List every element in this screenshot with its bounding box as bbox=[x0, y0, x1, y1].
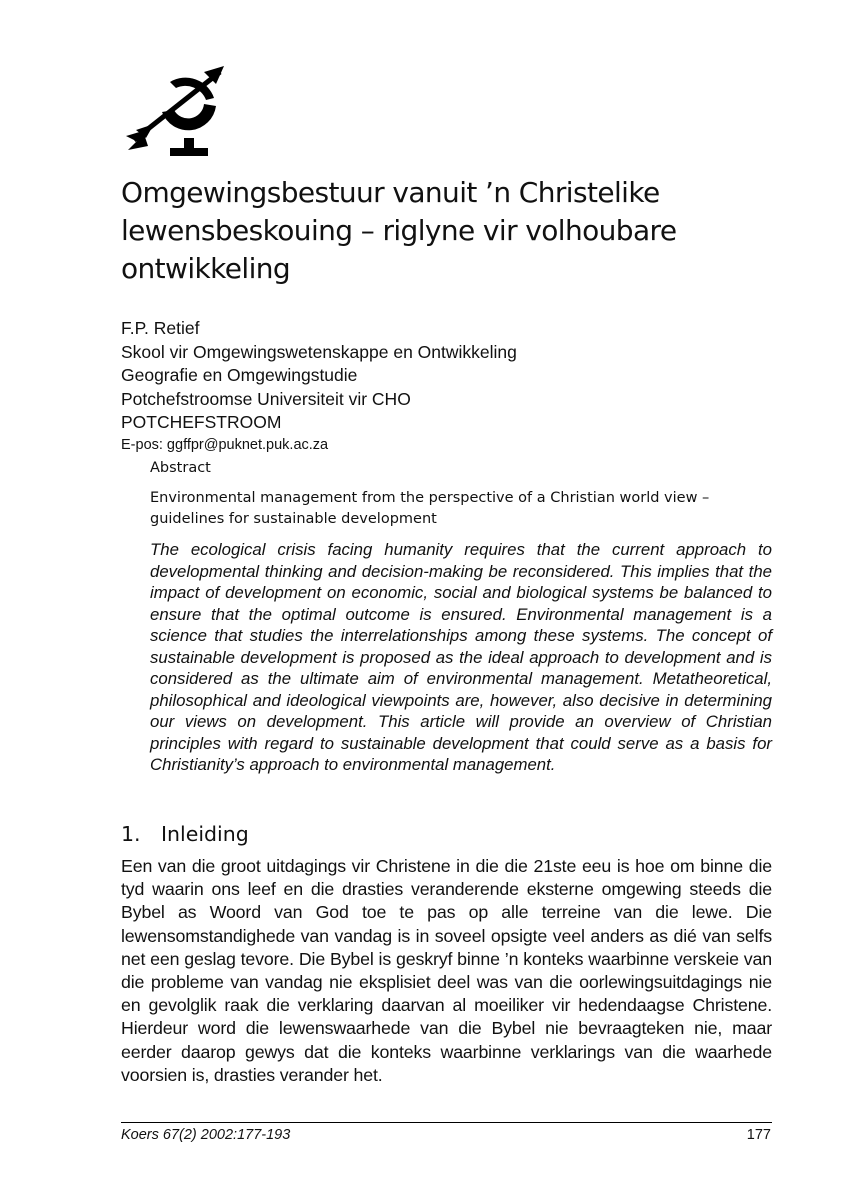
section-heading bbox=[121, 822, 249, 846]
page-number: 177 bbox=[746, 1127, 771, 1143]
footer-divider bbox=[121, 1122, 772, 1123]
section-body-text: Een van die groot uitdagings vir Christene in die die 21ste eeu is hoe om binne die tyd waarin ons leef en die drasties veranderende eksterne omgewing steeds die Bybel as Woord van God toe te pas op alle terreine van die lewe. Die lewensomstandighede van vandag is in soveel opsigte veel anders as dié van selfs net een geslag tevore. Die Bybel is geskryf binne ’n konteks waarbinne verskeie van die probleme van vandag nie eksplisiet deel was van die oorlewingsuitdagings nie en gevolglik raak die verklaring daarvan al moeiliker vir hedendaagse Christene. Hierdeur word die lewenswaarhede van die Bybel nie bevraagteken nie, maar eerder daarop gewys dat die konteks waarbinne verklarings van die waarhede voorsien is, drasties verander het. bbox=[121, 856, 772, 1085]
abstract-title: Environmental management from the perspective of a Christian world view – guidelines for sustainable development bbox=[150, 490, 710, 527]
author-university: Potchefstroomse Universiteit vir CHO bbox=[121, 388, 411, 409]
author-department: Geografie en Omgewingstudie bbox=[121, 365, 358, 385]
author-name: F.P. Retief bbox=[121, 318, 200, 338]
footer-citation: Koers 67(2) 2002:177-193 bbox=[121, 1127, 291, 1143]
article-title: Omgewingsbestuur vanuit ’n Christelike lewensbeskouing – riglyne vir volhoubare ontwikkeling bbox=[121, 176, 677, 285]
author-city: POTCHEFSTROOM bbox=[121, 412, 282, 432]
author-email: E-pos: ggffpr@puknet.puk.ac.za bbox=[121, 436, 329, 453]
section-number: 1. bbox=[121, 822, 141, 846]
abstract-text: The ecological crisis facing humanity requires that the current approach to developmental thinking and decision-making be reconsidered. This implies that the impact of development on economic, social and biological systems be balanced to ensure that the optimal outcome is ensured. Environmental management is a science that studies the interrelationships among these systems. The concept of sustainable development is proposed as the ideal approach to development and is considered as the ultimate aim of environmental management. Metatheoretical, philosophical and ideological viewpoints are, however, also decisive in determining our views on development. This article will provide an overview of Christian principles with regard to sustainable development that could serve as a basis for Christianity’s approach to environmental management. bbox=[150, 540, 772, 774]
author-affiliation bbox=[121, 317, 761, 456]
section-title: Inleiding bbox=[161, 822, 249, 846]
koers-journal-logo-icon bbox=[124, 64, 228, 160]
author-school: Skool vir Omgewingswetenskappe en Ontwikkeling bbox=[121, 341, 517, 362]
abstract-heading: Abstract bbox=[150, 460, 211, 476]
